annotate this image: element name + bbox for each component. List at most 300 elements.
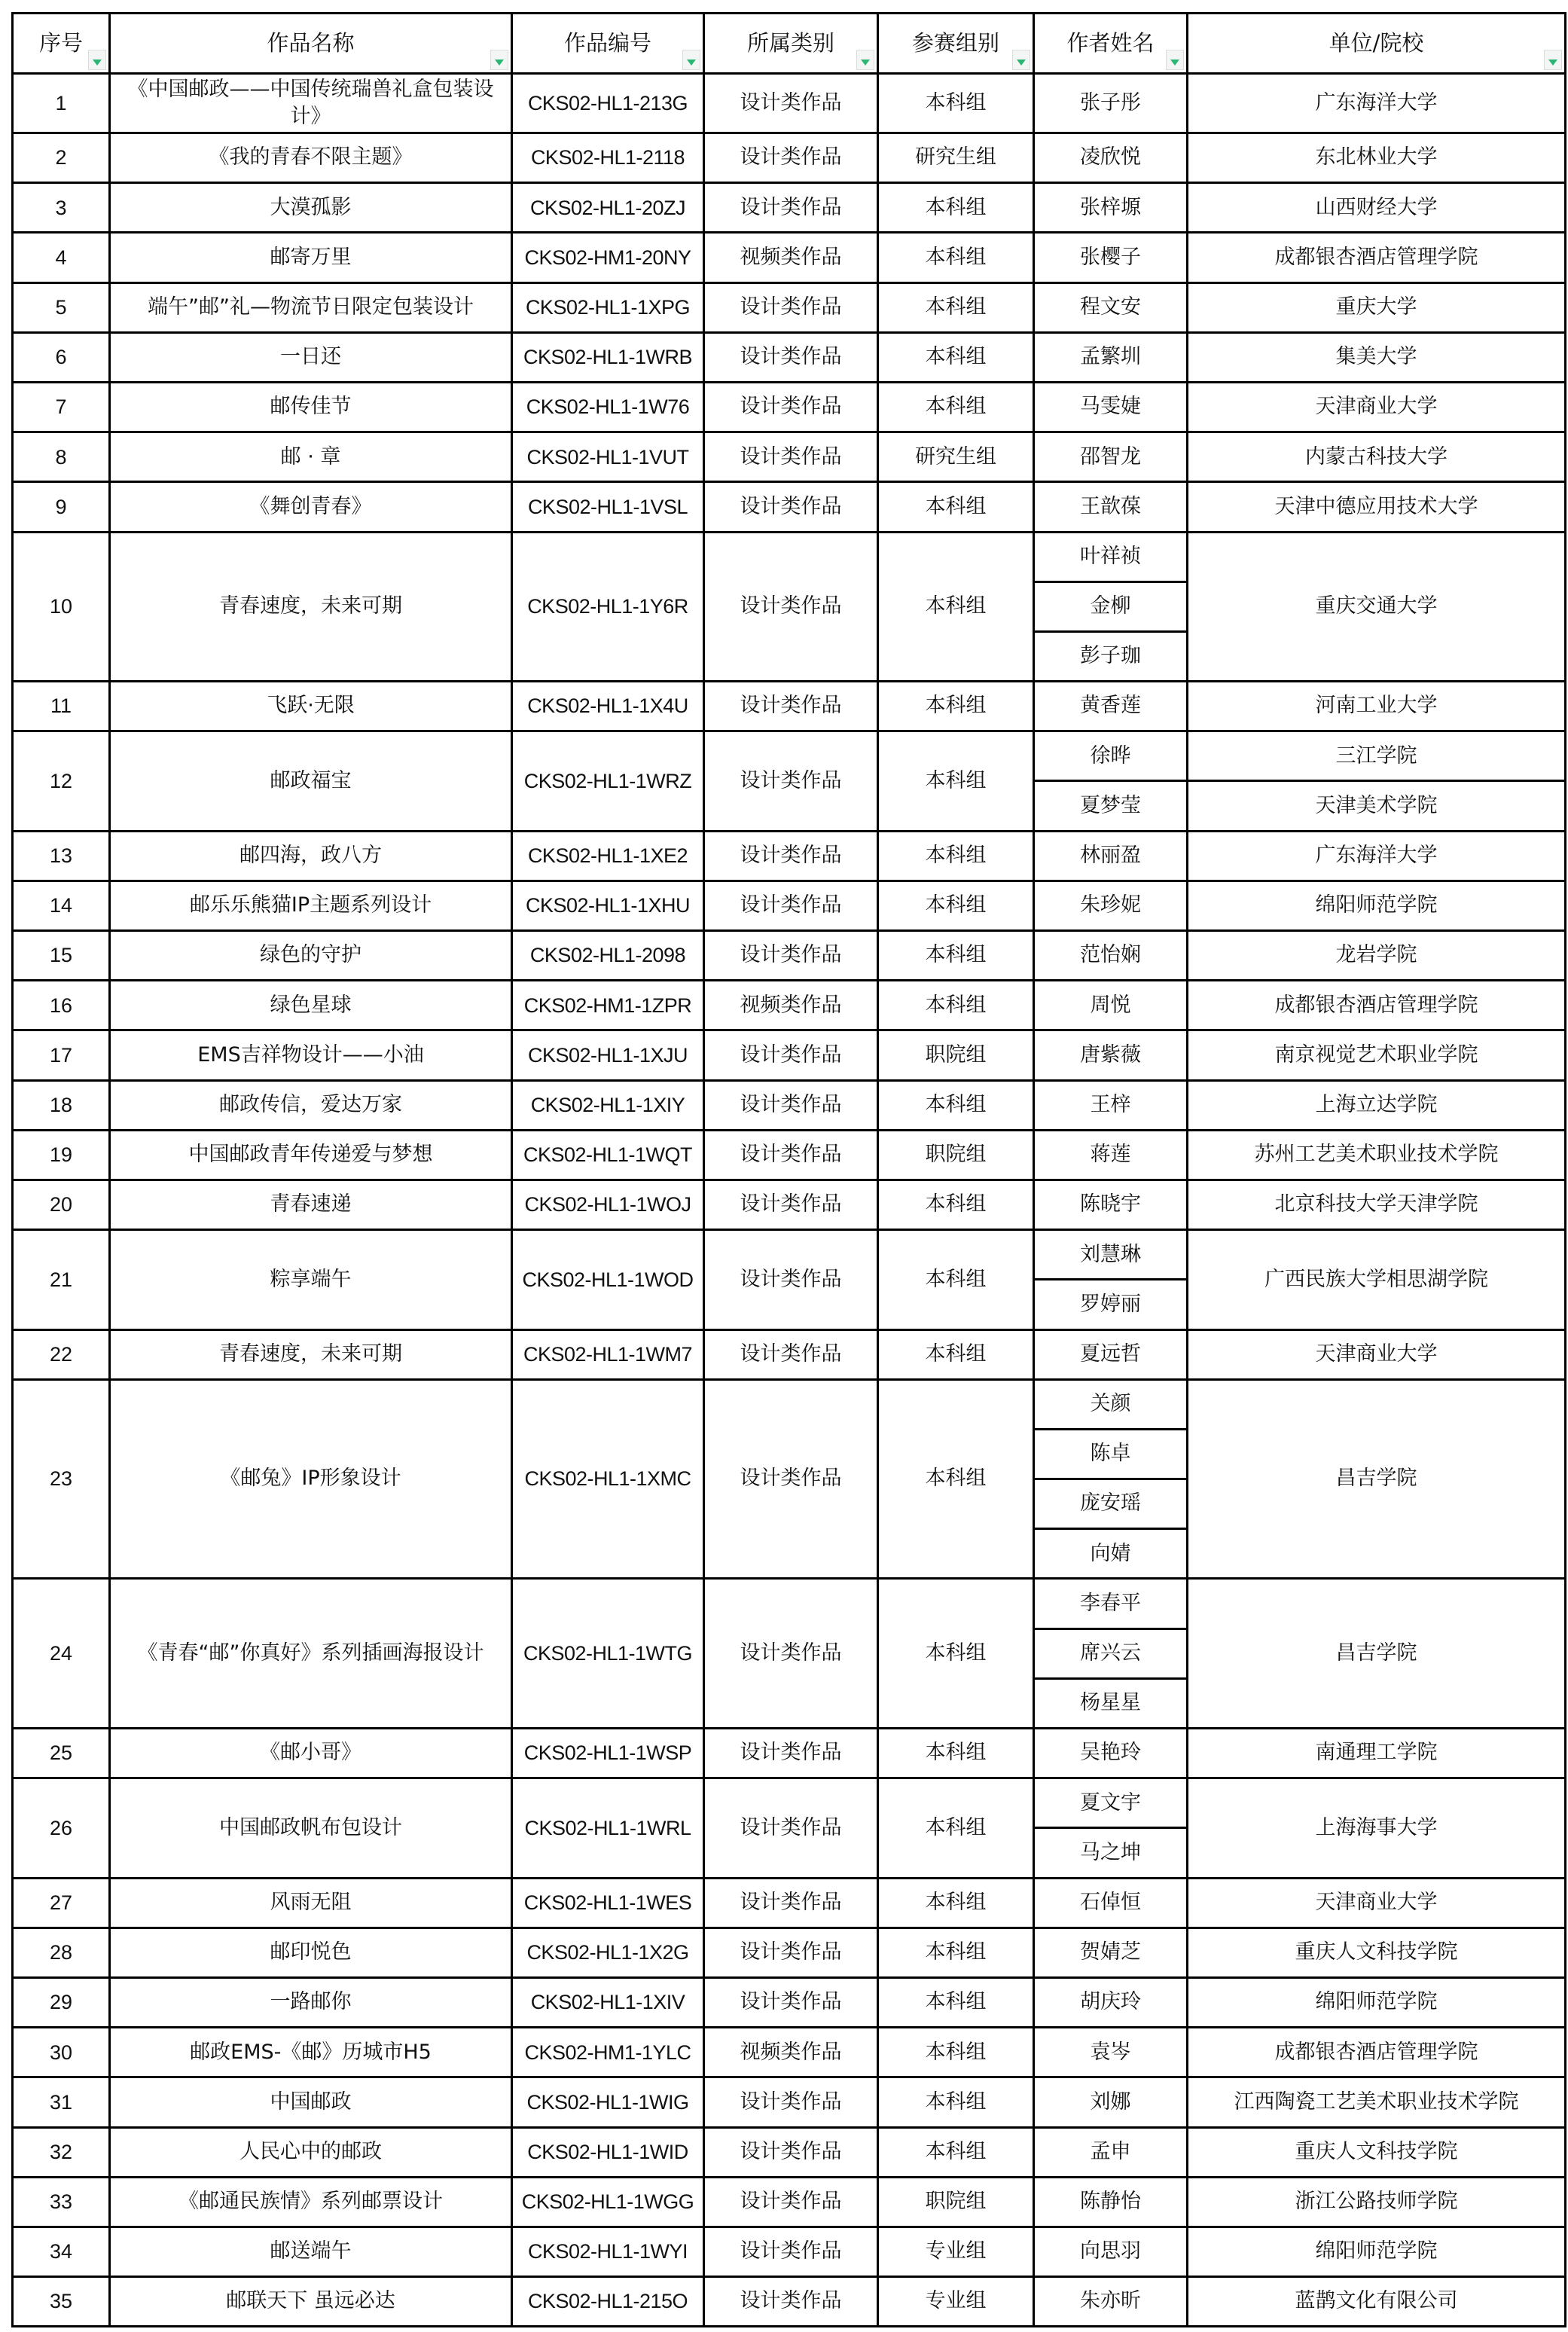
cell-category[interactable]: 设计类作品	[704, 2127, 878, 2177]
cell-code[interactable]: CKS02-HM1-1YLC	[512, 2028, 704, 2077]
cell-title[interactable]: 《青春“邮”你真好》系列插画海报设计	[110, 1579, 512, 1729]
cell-group[interactable]: 本科组	[878, 2028, 1034, 2077]
cell-code[interactable]: CKS02-HL1-1WGG	[512, 2177, 704, 2227]
cell-unit[interactable]: 苏州工艺美术职业技术学院	[1188, 1130, 1566, 1180]
cell-category[interactable]: 设计类作品	[704, 931, 878, 981]
cell-author[interactable]: 王歆葆	[1034, 482, 1188, 532]
cell-no[interactable]: 33	[13, 2177, 110, 2227]
cell-author[interactable]: 向婧	[1034, 1529, 1188, 1579]
cell-author[interactable]: 凌欣悦	[1034, 133, 1188, 183]
cell-title[interactable]: 邮四海，政八方	[110, 831, 512, 881]
table-row	[13, 282, 1566, 332]
cell-author[interactable]: 彭子珈	[1034, 631, 1188, 681]
cell-unit[interactable]: 龙岩学院	[1188, 931, 1566, 981]
column-header-title	[110, 14, 512, 74]
cell-no[interactable]: 6	[13, 332, 110, 382]
cell-group[interactable]: 本科组	[878, 1379, 1034, 1579]
cell-code[interactable]: CKS02-HL1-1WOD	[512, 1230, 704, 1329]
cell-author[interactable]: 陈晓宇	[1034, 1180, 1188, 1229]
table-row	[13, 2227, 1566, 2276]
column-header-code	[512, 14, 704, 74]
cell-unit[interactable]: 江西陶瓷工艺美术职业技术学院	[1188, 2077, 1566, 2127]
cell-title[interactable]: 中国邮政帆布包设计	[110, 1778, 512, 1878]
cell-unit[interactable]: 内蒙古科技大学	[1188, 432, 1566, 482]
cell-unit[interactable]: 东北林业大学	[1188, 133, 1566, 183]
column-header-group	[878, 14, 1034, 74]
cell-title[interactable]: EMS吉祥物设计——小油	[110, 1030, 512, 1080]
cell-group[interactable]: 本科组	[878, 382, 1034, 432]
cell-unit[interactable]: 重庆大学	[1188, 282, 1566, 332]
cell-category[interactable]: 设计类作品	[704, 1030, 878, 1080]
cell-code[interactable]: CKS02-HL1-1XPG	[512, 282, 704, 332]
cell-no[interactable]: 8	[13, 432, 110, 482]
cell-group[interactable]: 职院组	[878, 1030, 1034, 1080]
table-row	[13, 233, 1566, 282]
cell-title[interactable]: 邮政传信，爱达万家	[110, 1080, 512, 1130]
cell-no[interactable]: 22	[13, 1329, 110, 1379]
cell-category[interactable]: 设计类作品	[704, 1329, 878, 1379]
cell-group[interactable]: 本科组	[878, 183, 1034, 233]
cell-category[interactable]: 设计类作品	[704, 74, 878, 133]
cell-author[interactable]: 徐晔	[1034, 731, 1188, 781]
table-row	[13, 382, 1566, 432]
cell-group[interactable]: 本科组	[878, 1230, 1034, 1329]
cell-author[interactable]: 蒋莲	[1034, 1130, 1188, 1180]
cell-no[interactable]: 9	[13, 482, 110, 532]
dropdown-filter-icon	[495, 60, 504, 66]
cell-unit[interactable]: 绵阳师范学院	[1188, 2227, 1566, 2276]
cell-code[interactable]: CKS02-HL1-213G	[512, 74, 704, 133]
cell-group[interactable]: 本科组	[878, 881, 1034, 930]
cell-no[interactable]: 12	[13, 731, 110, 831]
column-header-no	[13, 14, 110, 74]
cell-author[interactable]: 邵智龙	[1034, 432, 1188, 482]
cell-unit[interactable]: 重庆交通大学	[1188, 532, 1566, 682]
cell-category[interactable]: 设计类作品	[704, 1977, 878, 2027]
cell-code[interactable]: CKS02-HL1-1WTG	[512, 1579, 704, 1729]
cell-unit[interactable]: 天津商业大学	[1188, 382, 1566, 432]
cell-group[interactable]: 本科组	[878, 1977, 1034, 2027]
cell-code[interactable]: CKS02-HL1-1WSP	[512, 1729, 704, 1778]
column-header-label: 作品编号	[563, 29, 651, 56]
cell-category[interactable]: 设计类作品	[704, 2177, 878, 2227]
cell-unit[interactable]: 三江学院	[1188, 731, 1566, 781]
cell-author[interactable]: 夏文宇	[1034, 1778, 1188, 1828]
cell-title[interactable]: 绿色星球	[110, 981, 512, 1030]
cell-unit[interactable]: 成都银杏酒店管理学院	[1188, 2028, 1566, 2077]
cell-author[interactable]: 贺婧芝	[1034, 1928, 1188, 1977]
cell-category[interactable]: 视频类作品	[704, 233, 878, 282]
cell-code[interactable]: CKS02-HL1-20ZJ	[512, 183, 704, 233]
cell-title[interactable]: 邮传佳节	[110, 382, 512, 432]
cell-author[interactable]: 夏远哲	[1034, 1329, 1188, 1379]
cell-title[interactable]: 飞跃·无限	[110, 682, 512, 731]
cell-code[interactable]: CKS02-HL1-1XMC	[512, 1379, 704, 1579]
cell-code[interactable]: CKS02-HL1-1WID	[512, 2127, 704, 2177]
cell-code[interactable]: CKS02-HL1-1VSL	[512, 482, 704, 532]
cell-author[interactable]: 李春平	[1034, 1579, 1188, 1628]
cell-author[interactable]: 范怡娴	[1034, 931, 1188, 981]
filter-button-category[interactable]	[856, 50, 874, 70]
cell-author[interactable]: 张梓塬	[1034, 183, 1188, 233]
filter-button-code[interactable]	[682, 50, 700, 70]
cell-no[interactable]: 35	[13, 2277, 110, 2327]
cell-group[interactable]: 本科组	[878, 1329, 1034, 1379]
cell-unit[interactable]: 山西财经大学	[1188, 183, 1566, 233]
cell-category[interactable]: 设计类作品	[704, 1778, 878, 1878]
cell-author[interactable]: 王梓	[1034, 1080, 1188, 1130]
cell-code[interactable]: CKS02-HL1-1XHU	[512, 881, 704, 930]
cell-category[interactable]: 设计类作品	[704, 1579, 878, 1729]
cell-author[interactable]: 刘娜	[1034, 2077, 1188, 2127]
cell-no[interactable]: 14	[13, 881, 110, 930]
cell-title[interactable]: 邮送端午	[110, 2227, 512, 2276]
cell-title[interactable]: 邮政EMS-《邮》历城市H5	[110, 2028, 512, 2077]
cell-code[interactable]: CKS02-HL1-1XIY	[512, 1080, 704, 1130]
cell-group[interactable]: 本科组	[878, 731, 1034, 831]
cell-unit[interactable]: 成都银杏酒店管理学院	[1188, 981, 1566, 1030]
cell-unit[interactable]: 北京科技大学天津学院	[1188, 1180, 1566, 1229]
table-row	[13, 1329, 1566, 1379]
cell-code[interactable]: CKS02-HL1-1XJU	[512, 1030, 704, 1080]
cell-group[interactable]: 研究生组	[878, 432, 1034, 482]
cell-no[interactable]: 4	[13, 233, 110, 282]
cell-category[interactable]: 设计类作品	[704, 1080, 878, 1130]
column-header-label: 所属类别	[746, 29, 834, 56]
cell-title[interactable]: 《邮兔》IP形象设计	[110, 1379, 512, 1579]
cell-unit[interactable]: 重庆人文科技学院	[1188, 1928, 1566, 1977]
dropdown-filter-icon	[687, 60, 696, 66]
cell-no[interactable]: 17	[13, 1030, 110, 1080]
cell-no[interactable]: 32	[13, 2127, 110, 2177]
cell-author[interactable]: 马之坤	[1034, 1828, 1188, 1878]
cell-author[interactable]: 马雯婕	[1034, 382, 1188, 432]
cell-unit[interactable]: 广东海洋大学	[1188, 831, 1566, 881]
table-row	[13, 1977, 1566, 2027]
cell-group[interactable]: 研究生组	[878, 133, 1034, 183]
table-row	[13, 133, 1566, 183]
cell-unit[interactable]: 绵阳师范学院	[1188, 1977, 1566, 2027]
cell-no[interactable]: 29	[13, 1977, 110, 2027]
cell-author[interactable]: 陈静怡	[1034, 2177, 1188, 2227]
cell-code[interactable]: CKS02-HL1-1VUT	[512, 432, 704, 482]
header-row	[13, 14, 1566, 74]
cell-unit[interactable]: 浙江公路技师学院	[1188, 2177, 1566, 2227]
cell-author[interactable]: 叶祥祯	[1034, 532, 1188, 581]
cell-code[interactable]: CKS02-HL1-1WRZ	[512, 731, 704, 831]
cell-group[interactable]: 本科组	[878, 1778, 1034, 1878]
cell-no[interactable]: 19	[13, 1130, 110, 1180]
cell-group[interactable]: 本科组	[878, 1080, 1034, 1130]
cell-group[interactable]: 本科组	[878, 1729, 1034, 1778]
cell-category[interactable]: 设计类作品	[704, 731, 878, 831]
cell-title[interactable]: 青春速递	[110, 1180, 512, 1229]
cell-title[interactable]: 邮 · 章	[110, 432, 512, 482]
cell-no[interactable]: 21	[13, 1230, 110, 1329]
table-body	[13, 74, 1566, 2327]
cell-code[interactable]: CKS02-HL1-1X2G	[512, 1928, 704, 1977]
cell-group[interactable]: 本科组	[878, 981, 1034, 1030]
table-row	[13, 2277, 1566, 2327]
cell-author[interactable]: 孟繁圳	[1034, 332, 1188, 382]
cell-title[interactable]: 人民心中的邮政	[110, 2127, 512, 2177]
cell-group[interactable]: 本科组	[878, 831, 1034, 881]
cell-category[interactable]: 设计类作品	[704, 682, 878, 731]
cell-title[interactable]: 《邮通民族情》系列邮票设计	[110, 2177, 512, 2227]
cell-title[interactable]: 《中国邮政——中国传统瑞兽礼盒包装设计》	[110, 74, 512, 133]
cell-group[interactable]: 专业组	[878, 2277, 1034, 2327]
cell-code[interactable]: CKS02-HL1-1Y6R	[512, 532, 704, 682]
cell-no[interactable]: 5	[13, 282, 110, 332]
table-row	[13, 183, 1566, 233]
column-header-unit	[1188, 14, 1566, 74]
cell-no[interactable]: 24	[13, 1579, 110, 1729]
cell-title[interactable]: 青春速度，未来可期	[110, 1329, 512, 1379]
cell-category[interactable]: 设计类作品	[704, 482, 878, 532]
filter-button-author[interactable]	[1166, 50, 1184, 70]
cell-category[interactable]: 设计类作品	[704, 1878, 878, 1928]
cell-group[interactable]: 职院组	[878, 2177, 1034, 2227]
cell-unit[interactable]: 南京视觉艺术职业学院	[1188, 1030, 1566, 1080]
cell-code[interactable]: CKS02-HL1-1WIG	[512, 2077, 704, 2127]
cell-group[interactable]: 本科组	[878, 74, 1034, 133]
cell-title[interactable]: 风雨无阻	[110, 1878, 512, 1928]
cell-unit[interactable]: 重庆人文科技学院	[1188, 2127, 1566, 2177]
cell-title[interactable]: 邮寄万里	[110, 233, 512, 282]
cell-category[interactable]: 设计类作品	[704, 1180, 878, 1229]
table-row	[13, 831, 1566, 881]
cell-unit[interactable]: 上海立达学院	[1188, 1080, 1566, 1130]
cell-group[interactable]: 本科组	[878, 532, 1034, 682]
cell-no[interactable]: 11	[13, 682, 110, 731]
cell-author[interactable]: 朱亦昕	[1034, 2277, 1188, 2327]
cell-category[interactable]: 设计类作品	[704, 1230, 878, 1329]
cell-author[interactable]: 向思羽	[1034, 2227, 1188, 2276]
table-row	[13, 682, 1566, 731]
cell-author[interactable]: 周悦	[1034, 981, 1188, 1030]
cell-title[interactable]: 粽享端午	[110, 1230, 512, 1329]
cell-code[interactable]: CKS02-HL1-1WRL	[512, 1778, 704, 1878]
cell-category[interactable]: 设计类作品	[704, 432, 878, 482]
cell-category[interactable]: 设计类作品	[704, 282, 878, 332]
cell-no[interactable]: 18	[13, 1080, 110, 1130]
cell-no[interactable]: 2	[13, 133, 110, 183]
cell-title[interactable]: 《舞创青春》	[110, 482, 512, 532]
cell-no[interactable]: 28	[13, 1928, 110, 1977]
cell-unit[interactable]: 广西民族大学相思湖学院	[1188, 1230, 1566, 1329]
cell-author[interactable]: 林丽盈	[1034, 831, 1188, 881]
cell-title[interactable]: 《邮小哥》	[110, 1729, 512, 1778]
cell-title[interactable]: 《我的青春不限主题》	[110, 133, 512, 183]
table-row	[13, 2177, 1566, 2227]
cell-code[interactable]: CKS02-HL1-1XE2	[512, 831, 704, 881]
cell-no[interactable]: 26	[13, 1778, 110, 1878]
cell-group[interactable]: 本科组	[878, 1928, 1034, 1977]
cell-author[interactable]: 石倬恒	[1034, 1878, 1188, 1928]
cell-unit[interactable]: 昌吉学院	[1188, 1379, 1566, 1579]
table-row	[13, 2028, 1566, 2077]
cell-category[interactable]: 设计类作品	[704, 1729, 878, 1778]
cell-code[interactable]: CKS02-HL1-1WQT	[512, 1130, 704, 1180]
cell-author[interactable]: 孟申	[1034, 2127, 1188, 2177]
cell-unit[interactable]: 昌吉学院	[1188, 1579, 1566, 1729]
cell-unit[interactable]: 天津美术学院	[1188, 781, 1566, 831]
cell-category[interactable]: 设计类作品	[704, 2077, 878, 2127]
cell-no[interactable]: 23	[13, 1379, 110, 1579]
cell-category[interactable]: 设计类作品	[704, 133, 878, 183]
cell-group[interactable]: 本科组	[878, 282, 1034, 332]
cell-group[interactable]: 本科组	[878, 682, 1034, 731]
cell-title[interactable]: 邮联天下 虽远必达	[110, 2277, 512, 2327]
cell-author[interactable]: 罗婷丽	[1034, 1280, 1188, 1329]
cell-no[interactable]: 31	[13, 2077, 110, 2127]
cell-code[interactable]: CKS02-HL1-1WRB	[512, 332, 704, 382]
cell-no[interactable]: 7	[13, 382, 110, 432]
cell-title[interactable]: 邮印悦色	[110, 1928, 512, 1977]
cell-category[interactable]: 设计类作品	[704, 2227, 878, 2276]
table-row	[13, 1878, 1566, 1928]
cell-category[interactable]: 设计类作品	[704, 332, 878, 382]
cell-unit[interactable]: 天津中德应用技术大学	[1188, 482, 1566, 532]
dropdown-filter-icon	[1017, 60, 1026, 66]
filter-button-no[interactable]	[88, 50, 106, 70]
cell-code[interactable]: CKS02-HL1-1WOJ	[512, 1180, 704, 1229]
cell-no[interactable]: 10	[13, 532, 110, 682]
cell-no[interactable]: 27	[13, 1878, 110, 1928]
cell-author[interactable]: 胡庆玲	[1034, 1977, 1188, 2027]
table-row	[13, 881, 1566, 930]
cell-author[interactable]: 刘慧琳	[1034, 1230, 1188, 1280]
cell-group[interactable]: 本科组	[878, 233, 1034, 282]
cell-author[interactable]: 唐紫薇	[1034, 1030, 1188, 1080]
cell-title[interactable]: 绿色的守护	[110, 931, 512, 981]
cell-category[interactable]: 设计类作品	[704, 1379, 878, 1579]
cell-author[interactable]: 袁岑	[1034, 2028, 1188, 2077]
table-row	[13, 1230, 1566, 1280]
cell-code[interactable]: CKS02-HL1-1WYI	[512, 2227, 704, 2276]
cell-category[interactable]: 设计类作品	[704, 1130, 878, 1180]
cell-category[interactable]: 设计类作品	[704, 2277, 878, 2327]
cell-author[interactable]: 关颜	[1034, 1379, 1188, 1429]
cell-category[interactable]: 设计类作品	[704, 183, 878, 233]
cell-no[interactable]: 13	[13, 831, 110, 881]
cell-group[interactable]: 本科组	[878, 1579, 1034, 1729]
filter-button-group[interactable]	[1012, 50, 1030, 70]
cell-no[interactable]: 20	[13, 1180, 110, 1229]
cell-unit[interactable]: 河南工业大学	[1188, 682, 1566, 731]
cell-category[interactable]: 设计类作品	[704, 831, 878, 881]
cell-group[interactable]: 本科组	[878, 2127, 1034, 2177]
cell-author[interactable]: 朱珍妮	[1034, 881, 1188, 930]
cell-author[interactable]: 席兴云	[1034, 1628, 1188, 1678]
table-row	[13, 981, 1566, 1030]
cell-code[interactable]: CKS02-HL1-1XIV	[512, 1977, 704, 2027]
cell-category[interactable]: 设计类作品	[704, 1928, 878, 1977]
cell-author[interactable]: 张樱子	[1034, 233, 1188, 282]
cell-no[interactable]: 1	[13, 74, 110, 133]
dropdown-filter-icon	[93, 60, 102, 66]
cell-author[interactable]: 陈卓	[1034, 1429, 1188, 1479]
cell-code[interactable]: CKS02-HL1-1W76	[512, 382, 704, 432]
cell-code[interactable]: CKS02-HM1-1ZPR	[512, 981, 704, 1030]
cell-title[interactable]: 中国邮政	[110, 2077, 512, 2127]
cell-group[interactable]: 本科组	[878, 2077, 1034, 2127]
column-header-category	[704, 14, 878, 74]
cell-title[interactable]: 邮政福宝	[110, 731, 512, 831]
cell-unit[interactable]: 南通理工学院	[1188, 1729, 1566, 1778]
cell-author[interactable]: 吴艳玲	[1034, 1729, 1188, 1778]
cell-code[interactable]: CKS02-HL1-2118	[512, 133, 704, 183]
table-row	[13, 1130, 1566, 1180]
table-row	[13, 332, 1566, 382]
cell-author[interactable]: 黄香莲	[1034, 682, 1188, 731]
cell-title[interactable]: 中国邮政青年传递爱与梦想	[110, 1130, 512, 1180]
cell-unit[interactable]: 广东海洋大学	[1188, 74, 1566, 133]
cell-no[interactable]: 30	[13, 2028, 110, 2077]
cell-no[interactable]: 25	[13, 1729, 110, 1778]
cell-author[interactable]: 夏梦莹	[1034, 781, 1188, 831]
cell-code[interactable]: CKS02-HL1-1WM7	[512, 1329, 704, 1379]
cell-unit[interactable]: 天津商业大学	[1188, 1878, 1566, 1928]
cell-no[interactable]: 16	[13, 981, 110, 1030]
cell-group[interactable]: 本科组	[878, 931, 1034, 981]
cell-group[interactable]: 本科组	[878, 482, 1034, 532]
cell-author[interactable]: 程文安	[1034, 282, 1188, 332]
cell-title[interactable]: 一日还	[110, 332, 512, 382]
table-row	[13, 532, 1566, 581]
cell-author[interactable]: 张子彤	[1034, 74, 1188, 133]
cell-unit[interactable]: 绵阳师范学院	[1188, 881, 1566, 930]
cell-category[interactable]: 视频类作品	[704, 2028, 878, 2077]
cell-title[interactable]: 邮乐乐熊猫IP主题系列设计	[110, 881, 512, 930]
filter-button-unit[interactable]	[1544, 50, 1562, 70]
cell-no[interactable]: 34	[13, 2227, 110, 2276]
cell-no[interactable]: 15	[13, 931, 110, 981]
cell-group[interactable]: 本科组	[878, 332, 1034, 382]
cell-group[interactable]: 本科组	[878, 1180, 1034, 1229]
cell-group[interactable]: 本科组	[878, 1878, 1034, 1928]
cell-unit[interactable]: 天津商业大学	[1188, 1329, 1566, 1379]
cell-category[interactable]: 设计类作品	[704, 382, 878, 432]
cell-unit[interactable]: 蓝鹊文化有限公司	[1188, 2277, 1566, 2327]
table-row	[13, 482, 1566, 532]
cell-code[interactable]: CKS02-HL1-2098	[512, 931, 704, 981]
cell-code[interactable]: CKS02-HL1-1X4U	[512, 682, 704, 731]
cell-author[interactable]: 庞安瑶	[1034, 1479, 1188, 1529]
cell-category[interactable]: 设计类作品	[704, 532, 878, 682]
cell-title[interactable]: 一路邮你	[110, 1977, 512, 2027]
cell-group[interactable]: 专业组	[878, 2227, 1034, 2276]
cell-code[interactable]: CKS02-HM1-20NY	[512, 233, 704, 282]
column-header-author	[1034, 14, 1188, 74]
cell-code[interactable]: CKS02-HL1-215O	[512, 2277, 704, 2327]
cell-unit[interactable]: 上海海事大学	[1188, 1778, 1566, 1878]
cell-author[interactable]: 金柳	[1034, 581, 1188, 631]
cell-title[interactable]: 端午”邮”礼—物流节日限定包装设计	[110, 282, 512, 332]
cell-no[interactable]: 3	[13, 183, 110, 233]
table-row	[13, 1030, 1566, 1080]
cell-code[interactable]: CKS02-HL1-1WES	[512, 1878, 704, 1928]
cell-unit[interactable]: 成都银杏酒店管理学院	[1188, 233, 1566, 282]
cell-title[interactable]: 青春速度，未来可期	[110, 532, 512, 682]
cell-group[interactable]: 职院组	[878, 1130, 1034, 1180]
filter-button-title[interactable]	[490, 50, 508, 70]
cell-category[interactable]: 设计类作品	[704, 881, 878, 930]
cell-unit[interactable]: 集美大学	[1188, 332, 1566, 382]
cell-category[interactable]: 视频类作品	[704, 981, 878, 1030]
cell-title[interactable]: 大漠孤影	[110, 183, 512, 233]
cell-author[interactable]: 杨星星	[1034, 1678, 1188, 1728]
